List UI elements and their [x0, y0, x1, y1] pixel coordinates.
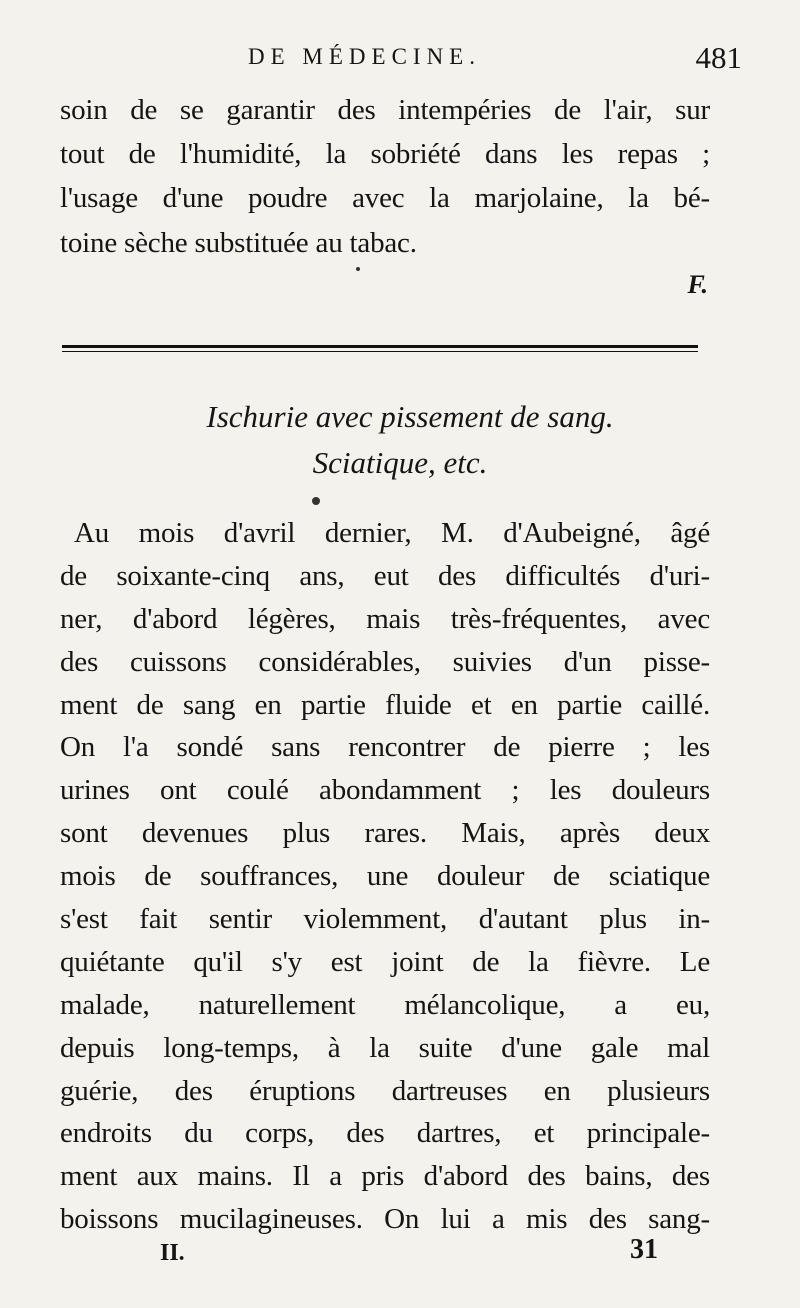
section-rule: [62, 345, 698, 348]
text-line: de soixante-cinq ans, eut des difficultés d'uri-: [60, 559, 710, 592]
ink-speck: [356, 267, 360, 271]
text-line: ment aux mains. Il a pris d'abord des bains, des: [60, 1160, 710, 1193]
text-line: malade, naturellement mélancolique, a eu,: [60, 988, 710, 1021]
running-title: DE MÉDECINE.: [248, 44, 481, 69]
page-number: 481: [695, 40, 742, 75]
text-line: Au mois d'avril dernier, M. d'Aubeigné, âgé: [74, 517, 710, 549]
signature-mark: II.: [160, 1240, 185, 1266]
text-line: ment de sang en partie fluide et en partie caillé.: [60, 688, 710, 721]
sheet-number: 31: [630, 1234, 658, 1265]
text-line: urines ont coulé abondamment ; les douleurs: [60, 774, 710, 807]
text-line: l'usage d'une poudre avec la marjolaine, la bé-: [60, 182, 710, 215]
article-title-line: Ischurie avec pissement de sang.: [206, 399, 614, 434]
text-line: tout de l'humidité, la sobriété dans les repas ;: [60, 138, 710, 171]
text-line: On l'a sondé sans rencontrer de pierre ; les: [60, 731, 710, 764]
text-line: guérie, des éruptions dartreuses en plusieurs: [60, 1074, 710, 1107]
running-head: [0, 40, 800, 80]
text-line: boissons mucilagineuses. On lui a mis des sang-: [60, 1203, 710, 1236]
text-line: quiétante qu'il s'y est joint de la fièvre. Le: [60, 945, 710, 978]
text-line: s'est fait sentir violemment, d'autant plus in-: [60, 903, 710, 936]
text-line: mois de souffrances, une douleur de sciatique: [60, 860, 710, 893]
ink-speck: [312, 497, 320, 505]
section-rule-thin: [62, 351, 698, 352]
text-line: sont devenues plus rares. Mais, après deux: [60, 817, 710, 850]
page-footer: [0, 1234, 800, 1280]
article-body: [60, 512, 710, 1241]
text-line: endroits du corps, des dartres, et principale-: [60, 1117, 710, 1150]
text-line: des cuissons considérables, suivies d'un pisse-: [60, 645, 710, 678]
text-line: toine sèche substituée au tabac.: [60, 226, 417, 259]
text-line: ner, d'abord légères, mais très-fréquentes, avec: [60, 602, 710, 635]
previous-article-text: [60, 88, 710, 265]
author-signature: F.: [687, 270, 708, 299]
article-title: [0, 394, 800, 486]
text-line: depuis long-temps, à la suite d'une gale mal: [60, 1031, 710, 1064]
text-line: soin de se garantir des intempéries de l'air, sur: [60, 94, 710, 126]
article-subtitle-line: Sciatique, etc.: [312, 445, 488, 480]
